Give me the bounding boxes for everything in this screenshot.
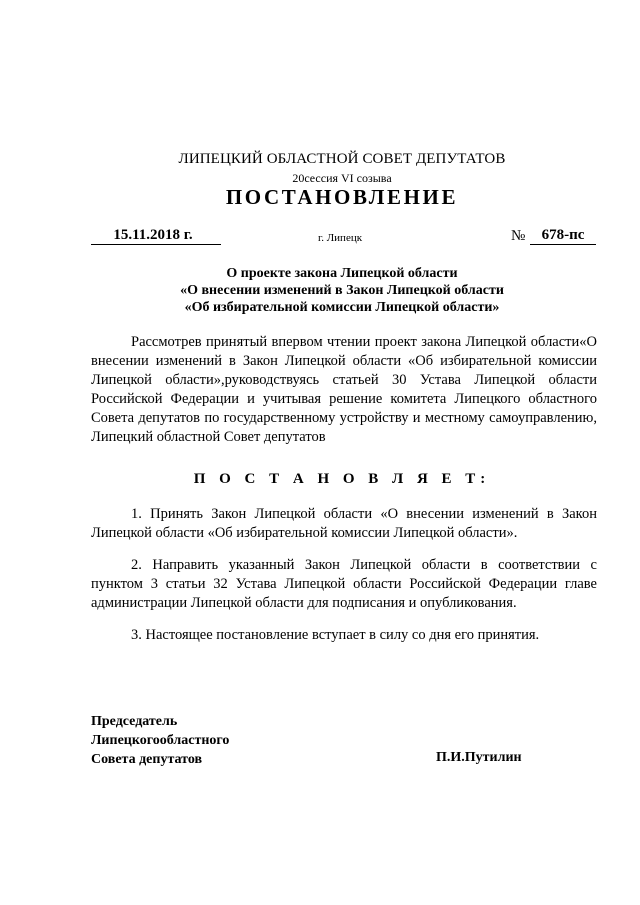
session-info: 20сессия VI созыва [292, 171, 392, 185]
title-line: О проекте закона Липецкой области [226, 266, 458, 281]
resolves-heading: П О С Т А Н О В Л Я Е Т: [193, 471, 491, 487]
document-date: 15.11.2018 г. [91, 227, 221, 245]
number-sign: № [511, 228, 526, 244]
document-place: г. Липецк [317, 232, 363, 244]
title-line: «О внесении изменений в Закон Липецкой области [180, 283, 504, 298]
signer-name: П.И.Путилин [436, 750, 522, 765]
signer-position-line: Липецкогообластного [91, 733, 230, 748]
signer-position-line: Председатель [91, 714, 178, 729]
document-type: ПОСТАНОВЛЕНИЕ [225, 185, 459, 209]
organization-name: ЛИПЕЦКИЙ ОБЛАСТНОЙ СОВЕТ ДЕПУТАТОВ [178, 151, 506, 167]
document-title [0, 265, 640, 316]
signer-position-line: Совета депутатов [91, 752, 203, 767]
resolution-item: 1. Принять Закон Липецкой области «О внесении изменений в Закон Липецкой области «Об избирательной комиссии Липецкой области». [91, 506, 597, 541]
resolution-item: 2. Направить указанный Закон Липецкой области в соответствии с пунктом 3 статьи 32 Устава Липецкой области Российской Федерации главе администрации Липецкой области для подписания и опубликования. [91, 557, 597, 611]
title-line: «Об избирательной комиссии Липецкой области» [184, 300, 500, 315]
resolution-item: 3. Настоящее постановление вступает в силу со дня его принятия. [131, 627, 540, 643]
document-number: 678-пс [530, 227, 596, 245]
signer-position [91, 712, 229, 769]
preamble-paragraph: Рассмотрев принятый впервом чтении проект закона Липецкой области«О внесении изменений в Закон Липецкой области «Об избирательной комиссии Липецкой области»,руководствуясь статьей 30 Устава Липецкой области Российской Федерации и учитывая решение комитета Липецкого областного Совета депутатов по государственному устройству и местному самоуправлению, Липецкий областной Совет депутатов [91, 334, 597, 445]
